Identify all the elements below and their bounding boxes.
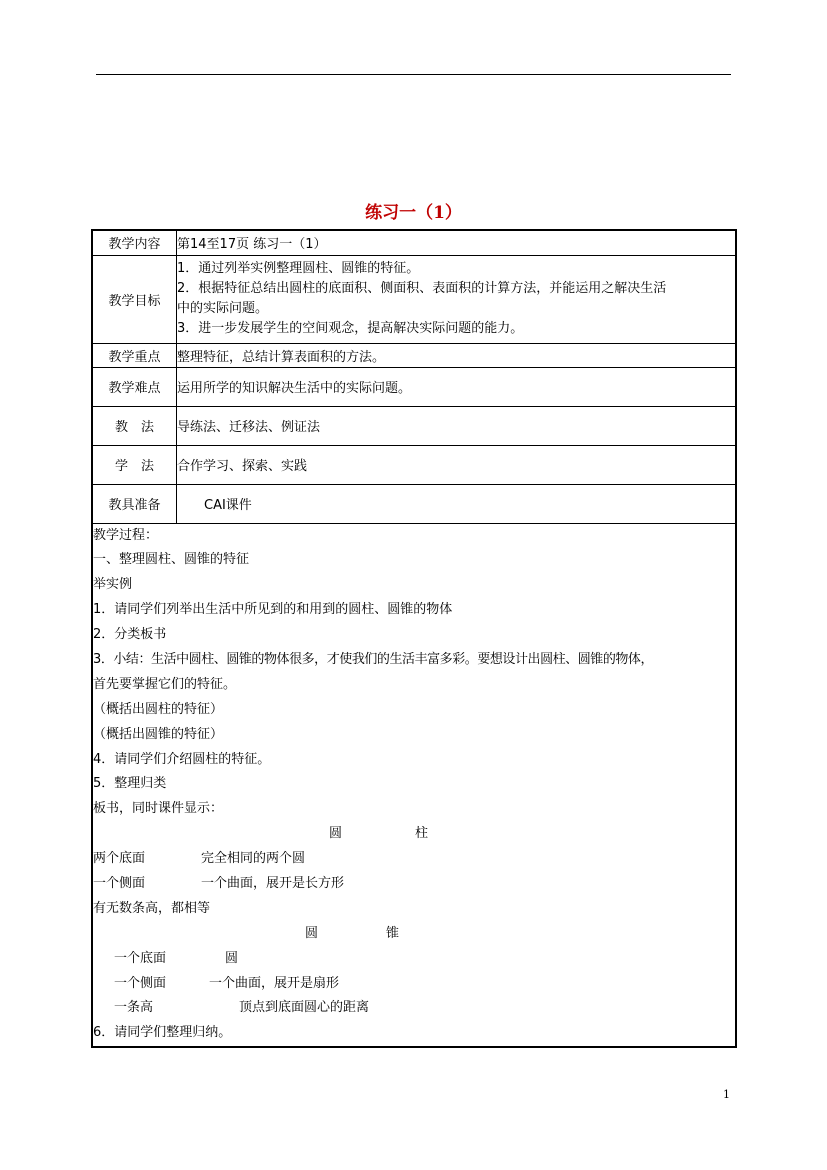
- label-learning-method: 学 法: [92, 445, 177, 484]
- row-aids: [92, 484, 736, 523]
- cylinder-row: [93, 847, 735, 872]
- cylinder-row: [93, 872, 735, 897]
- cone-row: [93, 972, 735, 997]
- process-line: （概括出圆柱的特征）: [93, 701, 224, 717]
- process-line: 一、整理圆柱、圆锥的特征: [93, 552, 250, 568]
- goal-line: 中的实际问题。: [177, 301, 269, 316]
- row-key-points: [92, 343, 736, 367]
- cylinder-heading: [93, 822, 735, 847]
- cylinder-heading-b: 柱: [415, 826, 429, 842]
- lesson-plan-table: [91, 229, 737, 1048]
- label-content: 教学内容: [92, 230, 177, 255]
- value-teaching-method: 导练法、迁移法、例证法: [177, 406, 737, 445]
- label-teaching-method: 教 法: [92, 406, 177, 445]
- cone-row: [93, 947, 735, 972]
- process-line: 教学过程：: [93, 527, 159, 543]
- page-number: 1: [723, 1088, 730, 1101]
- process-line: 首先要掌握它们的特征。: [93, 676, 237, 692]
- cone-term: 一条高: [114, 1000, 154, 1016]
- cone-heading-a: 圆: [305, 925, 319, 941]
- process-line: 4．请同学们介绍圆柱的特征。: [93, 751, 271, 767]
- process-cell: [92, 523, 736, 1047]
- cone-heading-b: 锥: [386, 925, 400, 941]
- row-process: [92, 523, 736, 1047]
- cylinder-heading-a: 圆: [329, 826, 343, 842]
- process-line: 举实例: [93, 577, 133, 593]
- value-goals: [177, 255, 737, 343]
- cylinder-term: 一个侧面: [93, 875, 146, 891]
- row-difficulties: [92, 367, 736, 406]
- cone-desc: 一个曲面，展开是扇形: [209, 975, 340, 991]
- goal-line: 3．进一步发展学生的空间观念，提高解决实际问题的能力。: [177, 321, 524, 336]
- process-line: 5．整理归类: [93, 776, 167, 792]
- process-line: 1．请同学们列举出生活中所见到的和用到的圆柱、圆锥的物体: [93, 602, 453, 618]
- process-last-line: 6．请同学们整理归纳。: [93, 1025, 232, 1041]
- cone-term: 一个底面: [114, 950, 167, 966]
- cylinder-height-line: 有无数条高，都相等: [93, 900, 211, 916]
- value-aids: CAI课件: [177, 484, 737, 523]
- label-goals: 教学目标: [92, 255, 177, 343]
- cylinder-term: 两个底面: [93, 851, 146, 867]
- cone-heading: [93, 922, 735, 947]
- process-line: 板书，同时课件显示：: [93, 801, 224, 817]
- row-goals: [92, 255, 736, 343]
- cylinder-desc: 一个曲面，展开是长方形: [201, 875, 345, 891]
- cylinder-desc: 完全相同的两个圆: [201, 851, 306, 867]
- row-learning-method: [92, 445, 736, 484]
- label-difficulties: 教学难点: [92, 367, 177, 406]
- cone-row: [93, 996, 735, 1021]
- cone-term: 一个侧面: [114, 975, 167, 991]
- cone-desc: 圆: [225, 950, 239, 966]
- value-content: 第14至17页 练习一（1）: [177, 230, 737, 255]
- goal-line: 1．通过列举实例整理圆柱、圆锥的特征。: [177, 261, 420, 276]
- row-content: [92, 230, 736, 255]
- label-key-points: 教学重点: [92, 343, 177, 367]
- value-key-points: 整理特征，总结计算表面积的方法。: [177, 343, 737, 367]
- value-learning-method: 合作学习、探索、实践: [177, 445, 737, 484]
- goal-line: 2．根据特征总结出圆柱的底面积、侧面积、表面积的计算方法，并能运用之解决生活: [177, 281, 667, 296]
- page-title: 练习一（1）: [365, 203, 462, 223]
- value-difficulties: 运用所学的知识解决生活中的实际问题。: [177, 367, 737, 406]
- label-aids: 教具准备: [92, 484, 177, 523]
- process-line: 2．分类板书: [93, 627, 167, 643]
- row-teaching-method: [92, 406, 736, 445]
- process-line: 3．小结：生活中圆柱、圆锥的物体很多，才使我们的生活丰富多彩。要想设计出圆柱、圆锥的物体，: [93, 651, 654, 667]
- header-rule: [96, 74, 731, 75]
- process-line: （概括出圆锥的特征）: [93, 726, 224, 742]
- cone-desc: 顶点到底面圆心的距离: [239, 1000, 370, 1016]
